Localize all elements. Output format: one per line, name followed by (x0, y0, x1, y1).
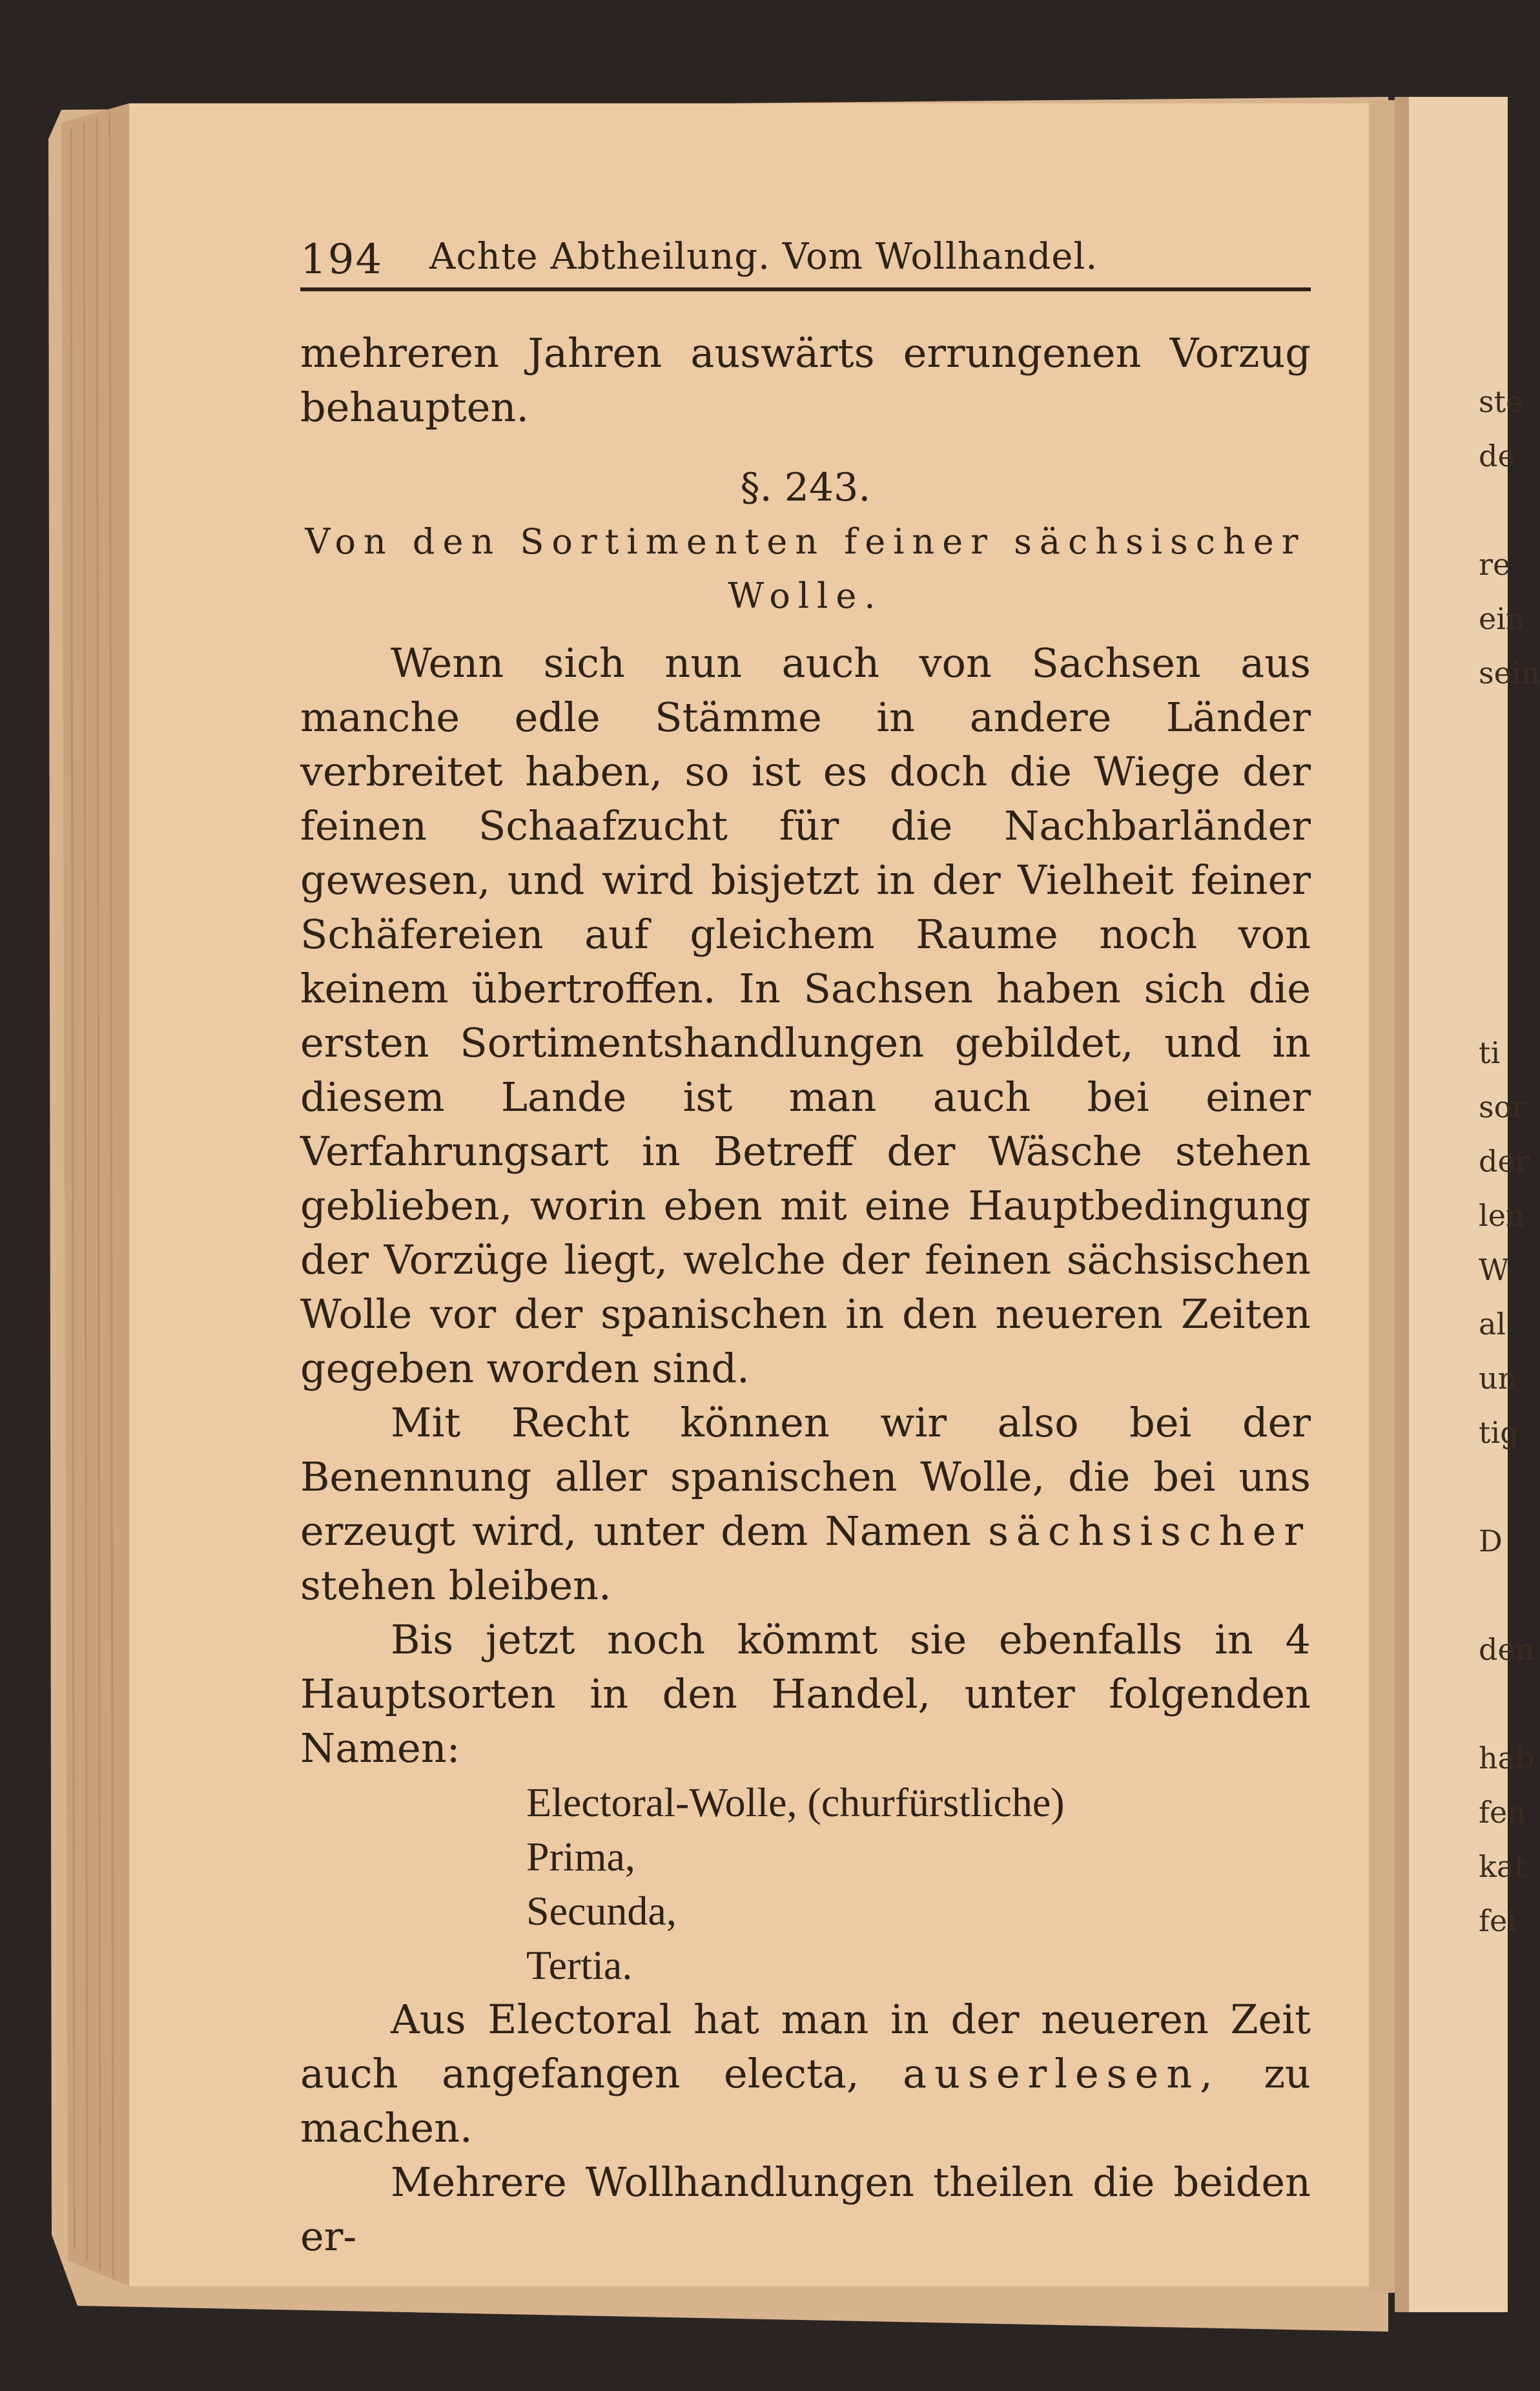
facing-line: len (1479, 1198, 1525, 1233)
facing-line: W (1479, 1252, 1510, 1287)
emphasis-auserlesen: auserlesen, (903, 2050, 1220, 2097)
facing-line: fei (1479, 1903, 1517, 1938)
sorts-list (526, 1775, 1311, 1992)
facing-line (1479, 700, 1508, 754)
paragraph-4-end: zu machen. (300, 2050, 1311, 2151)
facing-line (1479, 754, 1508, 809)
page-number: 194 (300, 236, 384, 284)
facing-line: sor (1479, 1090, 1526, 1124)
facing-line: un (1479, 1361, 1517, 1396)
carryover-paragraph: mehreren Jahren auswärts errungenen Vorzug behaupten. (300, 329, 1311, 431)
facing-line (1479, 1568, 1508, 1622)
facing-line: de (1479, 439, 1515, 473)
facing-line (1479, 809, 1508, 863)
facing-line: kat (1479, 1849, 1526, 1884)
facing-line: sein (1479, 656, 1540, 690)
facing-line: hab (1479, 1741, 1535, 1775)
facing-line: ti (1479, 1035, 1501, 1070)
facing-page-fragments (1479, 375, 1540, 1948)
facing-line: fen (1479, 1795, 1526, 1830)
facing-line: tig (1479, 1415, 1519, 1450)
sort-item: Tertia. (526, 1942, 633, 1988)
facing-line: ein (1479, 601, 1525, 636)
facing-line (1479, 483, 1508, 537)
facing-line: re (1479, 547, 1511, 582)
sort-item: Prima, (526, 1834, 635, 1879)
section-number: §. 243. (740, 465, 871, 510)
paragraph-3: Bis jetzt noch kömmt sie ebenfalls in 4 Hauptsorten in den Handel, unter folgenden Namen: (300, 1616, 1311, 1772)
facing-line: ste (1479, 384, 1524, 419)
facing-line: al (1479, 1307, 1506, 1341)
running-title: Achte Abtheilung. Vom Wollhandel. (429, 236, 1098, 278)
facing-line (1479, 1460, 1508, 1514)
facing-line: den (1479, 1632, 1535, 1667)
paragraph-1: Wenn sich nun auch von Sachsen aus manche edle Stämme in andere Länder verbreitet haben, so ist es doch die Wiege der feinen Schaafzucht für die Nachbarländer gewesen, und wird bisjetzt in der Vielheit feiner Schäfereien auf gleichem Raume noch von keinem übertroffen. In Sachsen haben sich die ersten Sortimentshandlungen gebildet, und in diesem Lande ist man auch bei einer Verfahrungsart in Betreff der Wäsche stehen geblieben, worin eben mit eine Hauptbedingung der Vorzüge liegt, welche der feinen sächsischen Wolle vor der spanischen in den neueren Zeiten gegeben worden sind. (300, 639, 1311, 1392)
paragraph-4-text: Aus Electoral hat man in der neueren Zeit auch angefangen electa, (300, 1996, 1311, 2097)
page-body (300, 326, 1311, 2264)
facing-line: der (1479, 1144, 1530, 1179)
emphasis-saechsischer: sächsischer (988, 1507, 1311, 1555)
facing-line (1479, 1677, 1508, 1731)
section-title: Von den Sortimenten feiner sächsischer Wolle. (305, 521, 1306, 616)
facing-line (1479, 863, 1508, 917)
facing-line (1479, 917, 1508, 971)
facing-line (1479, 971, 1508, 1026)
paragraph-5: Mehrere Wollhandlungen theilen die beiden er- (300, 2158, 1311, 2260)
sort-item: Electoral-Wolle, (churfürstliche) (526, 1779, 1065, 1825)
facing-line: D (1479, 1524, 1503, 1558)
paragraph-4 (300, 1992, 1311, 2155)
sort-item: Secunda, (526, 1888, 677, 1934)
paragraph-2-end: stehen bleiben. (300, 1562, 611, 1609)
paragraph-2-text: Mit Recht können wir also bei der Benennung aller spanischen Wolle, die bei uns erzeugt wird, unter dem Namen (300, 1399, 1311, 1555)
page-header (300, 216, 1311, 291)
paragraph-2 (300, 1396, 1311, 1613)
